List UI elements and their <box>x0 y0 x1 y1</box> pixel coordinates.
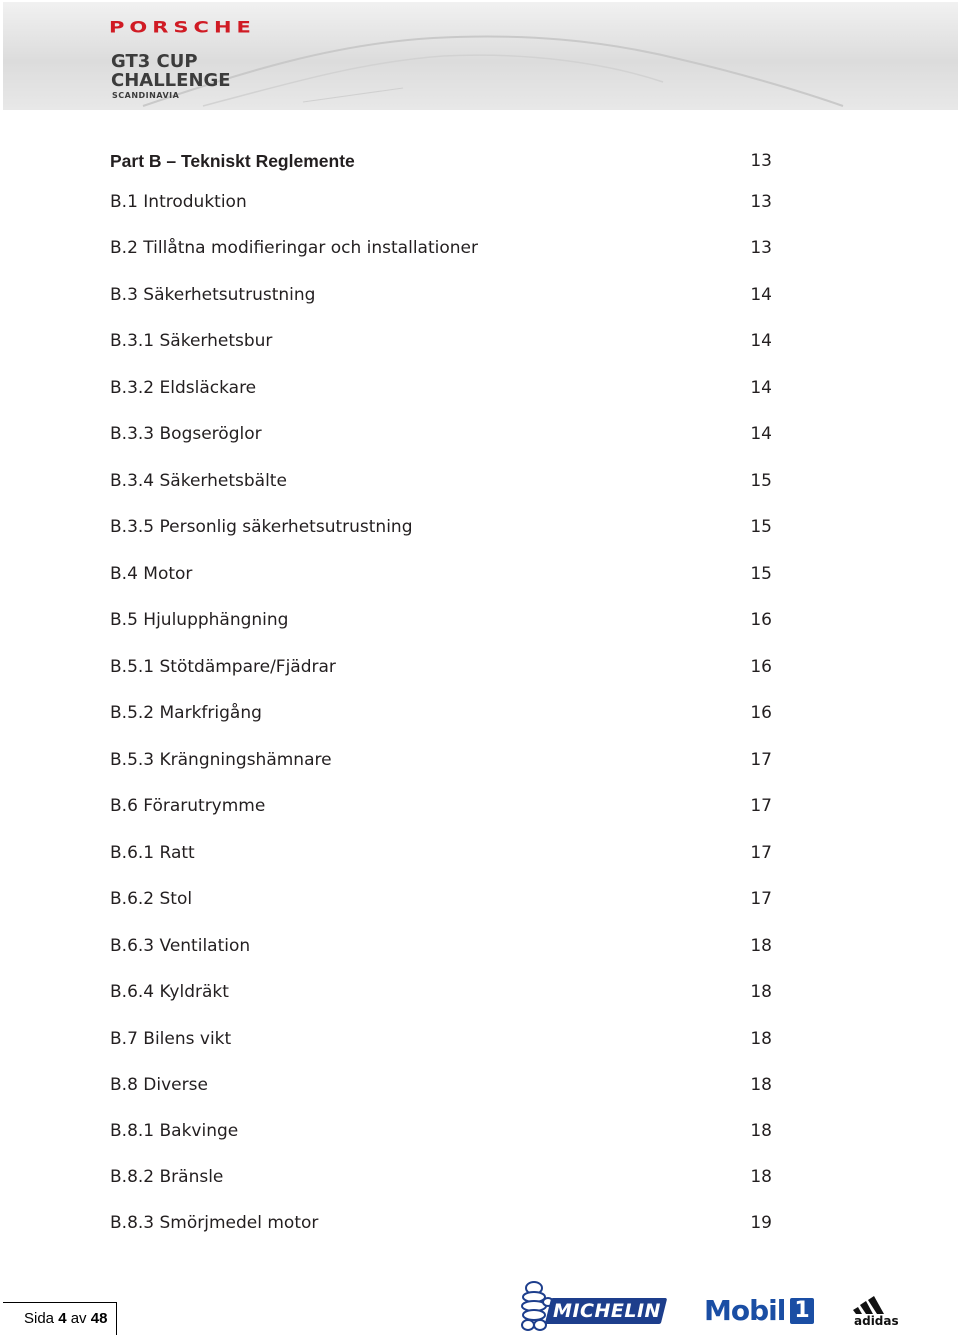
toc-label: B.6 Förarutrymme <box>110 796 266 816</box>
toc-part-heading[interactable] <box>110 148 772 174</box>
mobil-wordmark: Mobil <box>704 1294 786 1327</box>
toc-page-number: 17 <box>750 889 772 909</box>
series-title: GT3 CUP <box>111 51 198 72</box>
toc-label: B.2 Tillåtna modifieringar och installationer <box>110 238 478 258</box>
toc-entry[interactable] <box>110 189 772 215</box>
toc-label: B.3.1 Säkerhetsbur <box>110 331 273 351</box>
toc-entry[interactable] <box>110 561 772 587</box>
toc-page-number: 14 <box>750 285 772 305</box>
toc-page-number: 13 <box>750 192 772 212</box>
series-subtitle: CHALLENGE <box>111 70 231 91</box>
toc-entry[interactable] <box>110 654 772 680</box>
page-total: 48 <box>90 1310 108 1327</box>
toc-entry[interactable] <box>110 886 772 912</box>
page-indicator <box>24 1310 107 1327</box>
toc-label: B.3.5 Personlig säkerhetsutrustning <box>110 517 413 537</box>
toc-entry[interactable] <box>110 607 772 633</box>
toc-label: B.3.4 Säkerhetsbälte <box>110 471 287 491</box>
toc-page-number: 17 <box>750 750 772 770</box>
toc-page-number: 14 <box>750 331 772 351</box>
toc-entry[interactable] <box>110 375 772 401</box>
page-separator: av <box>70 1310 87 1327</box>
toc-label: B.3 Säkerhetsutrustning <box>110 285 316 305</box>
mobil1-logo <box>704 1294 816 1328</box>
toc-page-number: 15 <box>750 564 772 584</box>
toc-entry[interactable] <box>110 1164 772 1190</box>
toc-entry[interactable] <box>110 235 772 261</box>
toc-entry[interactable] <box>110 1072 772 1098</box>
toc-page-number: 18 <box>750 1029 772 1049</box>
toc-entry[interactable] <box>110 933 772 959</box>
toc-page-number: 18 <box>750 1121 772 1141</box>
toc-page-number: 19 <box>750 1213 772 1233</box>
toc-page-number: 18 <box>750 1075 772 1095</box>
michelin-wordmark: MICHELIN <box>553 1300 661 1322</box>
toc-page-number: 14 <box>750 378 772 398</box>
toc-entry[interactable] <box>110 282 772 308</box>
toc-page-number: 15 <box>750 517 772 537</box>
toc-page-number: 16 <box>750 703 772 723</box>
toc-page-number: 16 <box>750 657 772 677</box>
series-region: SCANDINAVIA <box>112 91 180 100</box>
toc-label: B.3.3 Bogseröglor <box>110 424 262 444</box>
mobil-number: 1 <box>790 1298 814 1324</box>
toc-label: B.4 Motor <box>110 564 193 584</box>
toc-page-number: 13 <box>750 151 772 171</box>
toc-label: B.5.2 Markfrigång <box>110 703 262 723</box>
toc-entry[interactable] <box>110 328 772 354</box>
toc-entry[interactable] <box>110 514 772 540</box>
toc-label: B.6.3 Ventilation <box>110 936 251 956</box>
toc-label: B.8 Diverse <box>110 1075 208 1095</box>
toc-entry[interactable] <box>110 840 772 866</box>
toc-label: B.5 Hjulupphängning <box>110 610 289 630</box>
toc-label: Part B – Tekniskt Reglemente <box>110 150 355 171</box>
adidas-wordmark: adidas <box>854 1314 899 1328</box>
toc-entry[interactable] <box>110 700 772 726</box>
toc-page-number: 18 <box>750 936 772 956</box>
toc-entry[interactable] <box>110 979 772 1005</box>
toc-page-number: 17 <box>750 843 772 863</box>
toc-page-number: 17 <box>750 796 772 816</box>
toc-entry[interactable] <box>110 793 772 819</box>
adidas-logo <box>852 1294 902 1330</box>
toc-entry[interactable] <box>110 468 772 494</box>
toc-label: B.6.1 Ratt <box>110 843 195 863</box>
toc-entry[interactable] <box>110 1118 772 1144</box>
toc-page-number: 13 <box>750 238 772 258</box>
toc-page-number: 18 <box>750 1167 772 1187</box>
toc-label: B.3.2 Eldsläckare <box>110 378 257 398</box>
toc-label: B.5.3 Krängningshämnare <box>110 750 332 770</box>
toc-entry[interactable] <box>110 421 772 447</box>
toc-label: B.6.2 Stol <box>110 889 193 909</box>
header-banner <box>3 2 958 110</box>
toc-label: B.8.3 Smörjmedel motor <box>110 1213 319 1233</box>
toc-entry[interactable] <box>110 1026 772 1052</box>
toc-label: B.5.1 Stötdämpare/Fjädrar <box>110 657 336 677</box>
toc-page-number: 15 <box>750 471 772 491</box>
toc-entry[interactable] <box>110 747 772 773</box>
toc-label: B.8.2 Bränsle <box>110 1167 224 1187</box>
page-prefix: Sida <box>24 1310 55 1327</box>
toc-entry[interactable] <box>110 1210 772 1236</box>
adidas-stripes-icon <box>852 1294 900 1316</box>
toc-label: B.7 Bilens vikt <box>110 1029 232 1049</box>
toc-label: B.1 Introduktion <box>110 192 247 212</box>
brand-logo: PORSCHE <box>109 17 256 37</box>
michelin-logo <box>518 1280 668 1334</box>
toc-page-number: 14 <box>750 424 772 444</box>
toc-page-number: 16 <box>750 610 772 630</box>
toc-label: B.8.1 Bakvinge <box>110 1121 239 1141</box>
toc-label: B.6.4 Kyldräkt <box>110 982 229 1002</box>
toc-page-number: 18 <box>750 982 772 1002</box>
page-current: 4 <box>58 1310 67 1327</box>
